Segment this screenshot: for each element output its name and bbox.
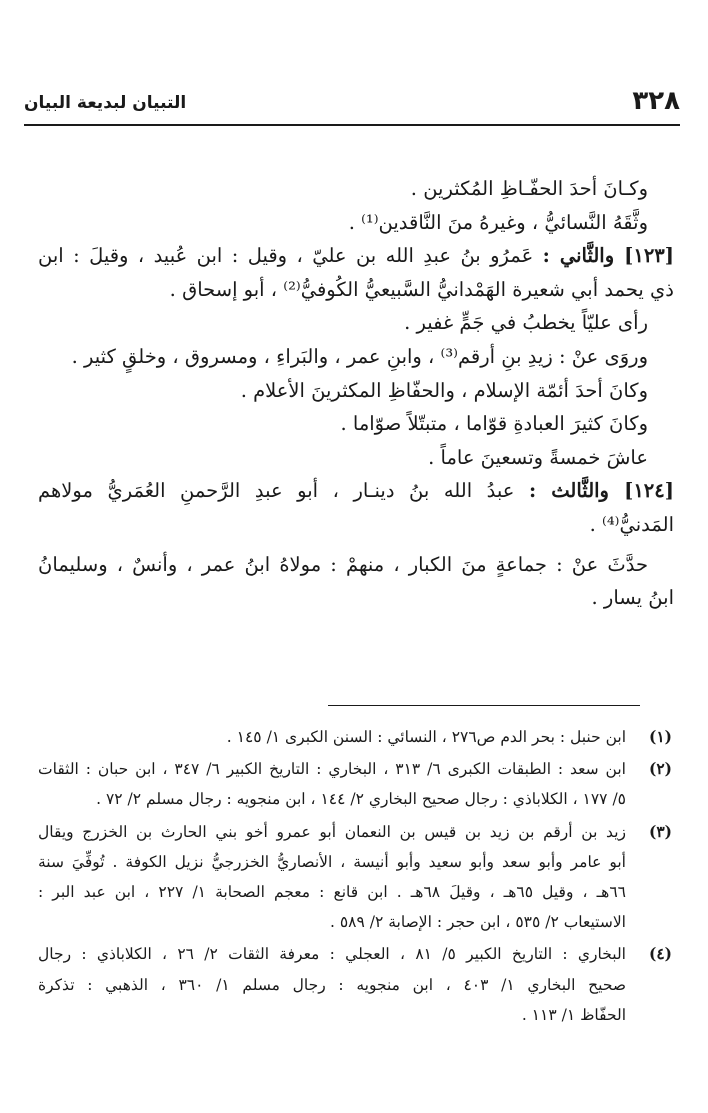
hadath-text: جماعةٍ منَ الكبار ، منهمْ : مولاهُ ابنُ عمر ، وأنسٌ ، وسليمانُ [38,552,557,576]
entry-text: عَمرُو بنُ عبدِ الله بن عليّ ، وقيل : ابن عُبيد ، وقيلَ : ابن [38,244,543,268]
footnote-number: (٣) [648,821,672,841]
footnotes [38,722,672,1032]
text-line: وثَّقَهُ النَّسائيُّ ، وغيرهُ منَ النَّاقدين⁽¹⁾ . [348,210,648,234]
main-text [38,172,674,615]
text-line: وكانَ أحدَ أئمّة الإسلام ، والحفّاظِ المكثرينَ الأعلام . [240,378,648,402]
footnote-number: (٢) [648,759,672,779]
footnote [38,754,672,814]
footnote-line: ابن سعد : الطبقات الكبرى ٦/ ٣١٣ ، البخاري : التاريخ الكبير ٦/ ٣٤٧ ، ابن حبان : الثقات [38,760,626,779]
text-line: وروَى عنْ : زيدِ بنِ أرقم⁽³⁾ ، وابنِ عمر ، والبَراءِ ، ومسروق ، وخلقٍ كثير . [71,344,648,368]
page-header [24,84,680,126]
hadath-line [38,548,674,582]
page-number: ٣٢٨ [632,86,680,116]
text-line: عاشَ خمسةً وتسعينَ عاماً . [428,445,648,469]
footnote-line: ٦٦هـ ، وقيل ٦٥هـ ، وقيلَ ٦٨هـ . ابن قانع : معجم الصحابة ١/ ٢٢٧ ، ابن عبد البر : [38,883,626,902]
hadath-label: حدَّثَ عنْ : [556,552,648,576]
text-line: ابنُ يسار . [591,586,674,610]
text-line: ذي يحمد أبي شعيرة الهَمْدانيُّ السَّبيعيُّ الكُوفيُّ⁽²⁾ ، أبو إسحاق . [169,277,674,301]
footnote-number: (١) [648,727,672,746]
footnote-line: ٥/ ١٧٧ ، الكلاباذي : رجال صحيح البخاري ٢/ ١٤٤ ، ابن منجويه : رجال مسلم ٢/ ٧٢ . [96,790,626,809]
text-line: رأى عليّاً يخطبُ في جَمٍّ غفير . [404,311,648,335]
footnote-line: صحيح البخاري ١/ ٤٠٣ ، ابن منجويه : رجال مسلم ١/ ٣٦٠ ، الذهبي : تذكرة [38,975,626,994]
text-line: وكـانَ أحدَ الحفّـاظِ المُكثرين . [410,177,648,200]
entry-heading: [١٢٤] والثَّالث : [528,479,674,503]
footnote-number: (٤) [648,944,672,964]
entry-123-line [38,239,674,273]
footnote-line: زيد بن أرقم بن زيد بن قيس بن النعمان أبو عمرو أخو بني الحارث بن الخزرج ويقال [38,822,626,841]
text-line: وكانَ كثيرَ العبادةِ قوّاما ، متبتّلاً صوّاما . [340,412,648,436]
footnote-separator [328,705,640,706]
footnote-line: الحفّاظ ١/ ١١٣ . [521,1005,626,1024]
entry-heading: [١٢٣] والثَّاني : [542,244,674,268]
footnote [38,722,672,752]
footnote-line: أبو عامر وأبو سعد وأبو سعيد وأبو أنيسة ، الأنصاريُّ الخزرجيُّ نزيل الكوفة . تُوفِّيَ سنة [38,852,626,871]
running-title: التبيان لبديعة البيان [24,93,187,113]
footnote-line: الاستيعاب ٢/ ٥٣٥ ، ابن حجر : الإصابة ٢/ ٥٨٩ . [329,913,626,932]
footnote [38,817,672,938]
footnote-line: البخاري : التاريخ الكبير ٥/ ٨١ ، العجلي : معرفة الثقات ٢/ ٢٦ ، الكلاباذي : رجال [38,945,626,964]
entry-text: عبدُ الله بنُ دينـار ، أبو عبدِ الرَّحمنِ العُمَريُّ مولاهم [38,479,529,503]
entry-124-line [38,474,674,508]
footnote-line: ابن حنبل : بحر الدم ص٢٧٦ ، النسائي : السنن الكبرى ١/ ١٤٥ . [226,728,626,746]
footnote [38,939,672,1030]
text-line: المَدنيُّ⁽⁴⁾ . [589,512,674,536]
